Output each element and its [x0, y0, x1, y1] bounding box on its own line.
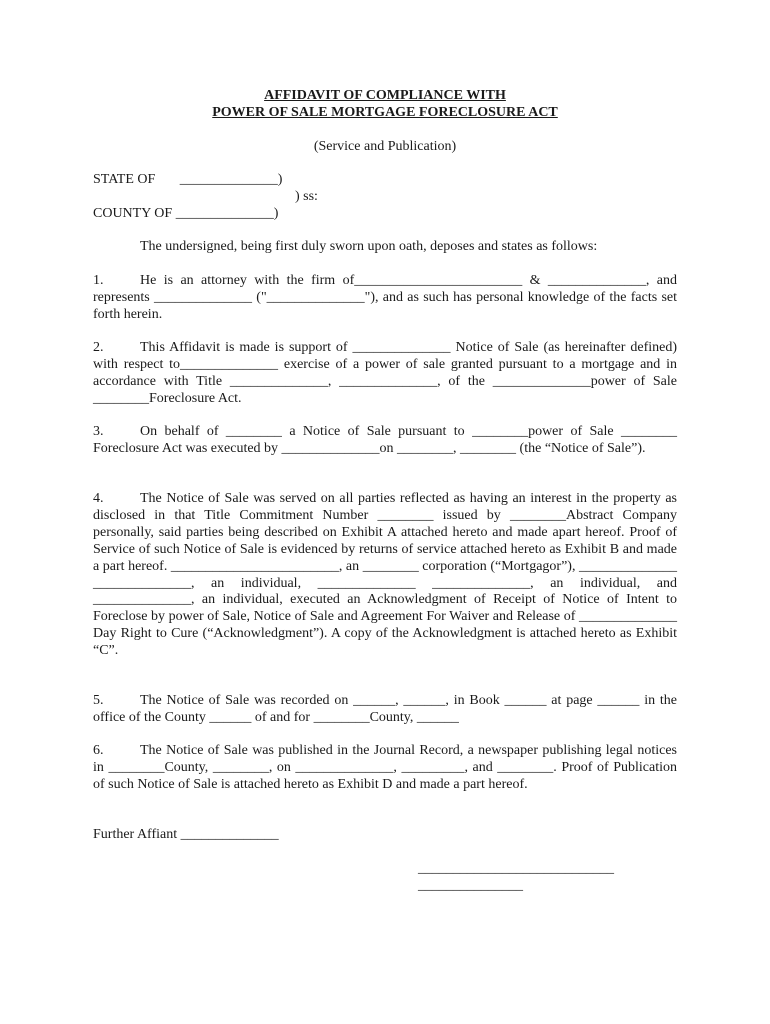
document-subtitle: (Service and Publication)	[313, 139, 457, 154]
paragraph-3	[93, 424, 677, 458]
paragraph-text: The Notice of Sale was served on all parties reflected as having an interest in the property as disclosed in that Title Commitment Number ________ issued by ________Abstract Company personally, said parties being described on Exhibit A attached hereto and made apart hereof. Proof of Service of such Notice of Sale is evidenced by returns of service attached hereto as Exhibit B and made a part hereof. ________________________, an ________ corporation (“Mortgagor”), ______________ ______________, an individual, ______________ ______________, an individual, and ______________, an individual, executed an Acknowledgment of Receipt of Notice of Intent to Foreclose by power of Sale, Notice of Sale and Agreement For Waiver and Release of ______________ Day Right to Cure (“Acknowledgment”). A copy of the Acknowledgment is attached hereto as Exhibit “C”.	[93, 491, 677, 659]
paragraph-number: 5.	[93, 693, 104, 708]
paragraph-number: 1.	[93, 273, 104, 288]
paragraph-number: 6.	[93, 743, 104, 758]
venue-ss-line: ) ss:	[295, 189, 318, 204]
paragraph-number: 2.	[93, 340, 104, 355]
document-title-line-2: POWER OF SALE MORTGAGE FORECLOSURE ACT	[212, 105, 558, 120]
venue-county-line: COUNTY OF ______________)	[93, 206, 279, 221]
signature-name-line: _______________	[418, 878, 523, 893]
paragraph-number: 4.	[93, 491, 104, 506]
paragraph-text: He is an attorney with the firm of________________________ & ______________, and represents ______________ ("______________"), and as such has personal knowledge of the facts set forth herein.	[93, 273, 677, 322]
paragraph-text: The Notice of Sale was published in the Journal Record, a newspaper publishing legal notices in ________County, ________, on ______________, _________, and ________. Proof of Publication of such Notice of Sale is attached hereto as Exhibit D and made a part hereof.	[93, 743, 677, 792]
paragraph-1	[93, 273, 677, 324]
paragraph-4	[93, 491, 677, 660]
paragraph-text: This Affidavit is made is support of ______________ Notice of Sale (as hereinafter defined) with respect to______________ exercise of a power of sale granted pursuant to a mortgage and in accordance with Title ______________, ______________, of the ______________power of Sale ________Foreclosure Act.	[93, 340, 677, 406]
further-affiant: Further Affiant ______________	[93, 827, 279, 842]
paragraph-5	[93, 693, 677, 727]
paragraph-text: The Notice of Sale was recorded on ______, ______, in Book ______ at page ______ in the office of the County ______ of and for ________County, ______	[93, 693, 677, 725]
document-title-line-1: AFFIDAVIT OF COMPLIANCE WITH	[264, 88, 506, 103]
signature-line: ____________________________	[418, 861, 614, 876]
paragraph-6	[93, 743, 677, 794]
paragraph-text: On behalf of ________ a Notice of Sale pursuant to ________power of Sale ________ Foreclosure Act was executed by ______________on ________, ________ (the “Notice of Sale”).	[93, 424, 677, 456]
intro-statement: The undersigned, being first duly sworn upon oath, deposes and states as follows:	[140, 239, 598, 254]
paragraph-2	[93, 340, 677, 408]
venue-state-line: STATE OF ______________)	[93, 172, 283, 187]
paragraph-number: 3.	[93, 424, 104, 439]
